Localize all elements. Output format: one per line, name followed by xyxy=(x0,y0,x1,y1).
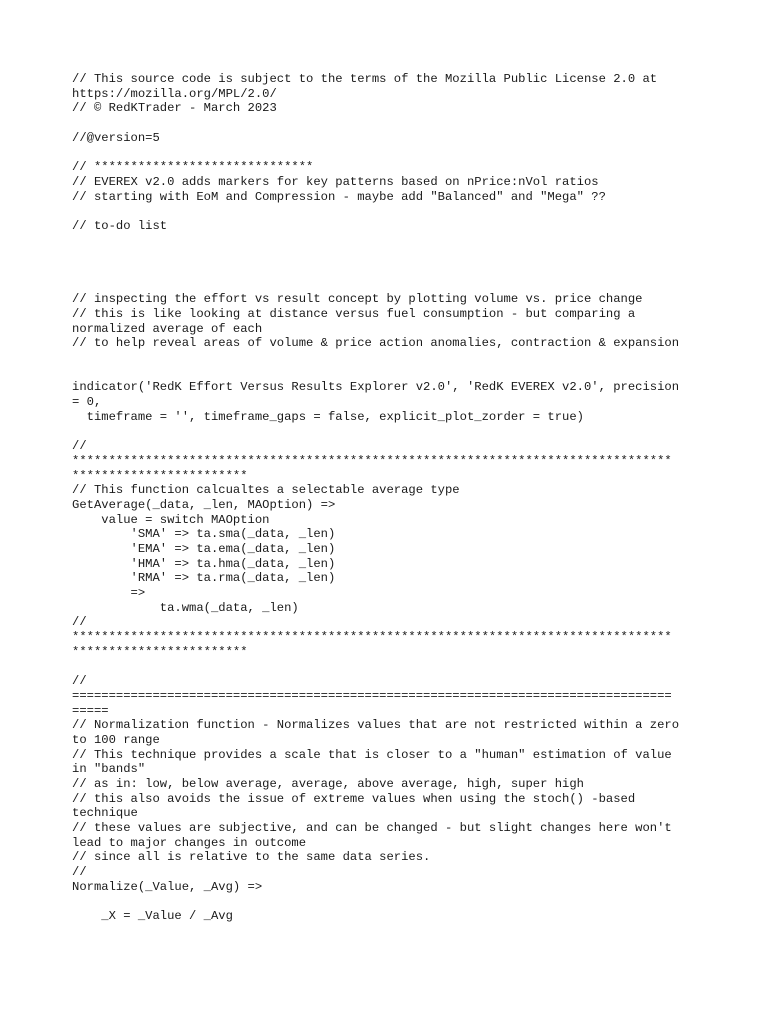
code-line xyxy=(72,351,702,366)
code-line: ************************ xyxy=(72,644,248,659)
code-line: // to help reveal areas of volume & price action anomalies, contraction & expansion xyxy=(72,336,680,351)
code-line: ********************************************************************************** xyxy=(72,453,672,468)
code-line xyxy=(72,660,702,675)
code-line: // xyxy=(72,865,87,880)
code-line: technique xyxy=(72,806,138,821)
code-line: => xyxy=(72,586,146,601)
code-line: // xyxy=(72,439,87,454)
code-line: // © RedKTrader - March 2023 xyxy=(72,101,277,116)
code-line: Normalize(_Value, _Avg) => xyxy=(72,879,263,894)
code-line xyxy=(72,145,702,160)
code-line: // these values are subjective, and can be changed - but slight changes here won't xyxy=(72,821,672,836)
code-line xyxy=(72,924,702,939)
code-line: in "bands" xyxy=(72,762,146,777)
code-line: // xyxy=(72,615,87,630)
code-line: https://mozilla.org/MPL/2.0/ xyxy=(72,86,277,101)
code-line xyxy=(72,263,702,278)
code-line: // this also avoids the issue of extreme values when using the stoch() -based xyxy=(72,791,636,806)
code-line: // since all is relative to the same data series. xyxy=(72,850,431,865)
code-line: // as in: low, below average, average, above average, high, super high xyxy=(72,777,584,791)
code-line: // starting with EoM and Compression - maybe add "Balanced" and "Mega" ?? xyxy=(72,189,606,204)
code-line: // This function calcualtes a selectable average type xyxy=(72,483,460,498)
code-line xyxy=(72,234,702,249)
code-line xyxy=(72,425,702,440)
code-line: // ****************************** xyxy=(72,160,314,175)
code-line: 'RMA' => ta.rma(_data, _len) xyxy=(72,571,336,586)
code-line: to 100 range xyxy=(72,732,160,747)
code-line xyxy=(72,116,702,131)
code-line: lead to major changes in outcome xyxy=(72,835,307,850)
code-line: ===== xyxy=(72,703,109,718)
code-line: // xyxy=(72,674,87,689)
code-line: // This source code is subject to the terms of the Mozilla Public License 2.0 at xyxy=(72,72,658,86)
code-line xyxy=(72,204,702,219)
code-line: _X = _Value / _Avg xyxy=(72,909,233,924)
code-line: 'HMA' => ta.hma(_data, _len) xyxy=(72,556,336,571)
code-line: // Normalization function - Normalizes values that are not restricted within a zero xyxy=(72,718,680,733)
code-line: // This technique provides a scale that is closer to a "human" estimation of value xyxy=(72,747,672,762)
code-line xyxy=(72,248,702,263)
code-line: normalized average of each xyxy=(72,321,263,336)
code-line: = 0, xyxy=(72,395,102,410)
code-line: GetAverage(_data, _len, MAOption) => xyxy=(72,497,336,512)
code-line xyxy=(72,278,702,293)
code-line: indicator('RedK Effort Versus Results Explorer v2.0', 'RedK EVEREX v2.0', precision xyxy=(72,380,680,395)
code-line xyxy=(72,366,702,381)
code-line: //@version=5 xyxy=(72,130,160,145)
code-line: timeframe = '', timeframe_gaps = false, explicit_plot_zorder = true) xyxy=(72,409,584,424)
code-line: ================================================================================== xyxy=(72,688,672,703)
code-line xyxy=(72,895,702,910)
source-code-text xyxy=(72,72,702,939)
code-line: // this is like looking at distance versus fuel consumption - but comparing a xyxy=(72,307,636,321)
code-line: ta.wma(_data, _len) xyxy=(72,600,299,615)
code-line: // inspecting the effort vs result concept by plotting volume vs. price change xyxy=(72,292,643,307)
code-line: value = switch MAOption xyxy=(72,512,270,527)
code-line: 'EMA' => ta.ema(_data, _len) xyxy=(72,542,336,556)
code-line: ********************************************************************************** xyxy=(72,630,672,645)
code-line: // to-do list xyxy=(72,218,168,233)
code-line: ************************ xyxy=(72,468,248,483)
code-line: // EVEREX v2.0 adds markers for key patterns based on nPrice:nVol ratios xyxy=(72,174,599,189)
code-line: 'SMA' => ta.sma(_data, _len) xyxy=(72,527,336,542)
